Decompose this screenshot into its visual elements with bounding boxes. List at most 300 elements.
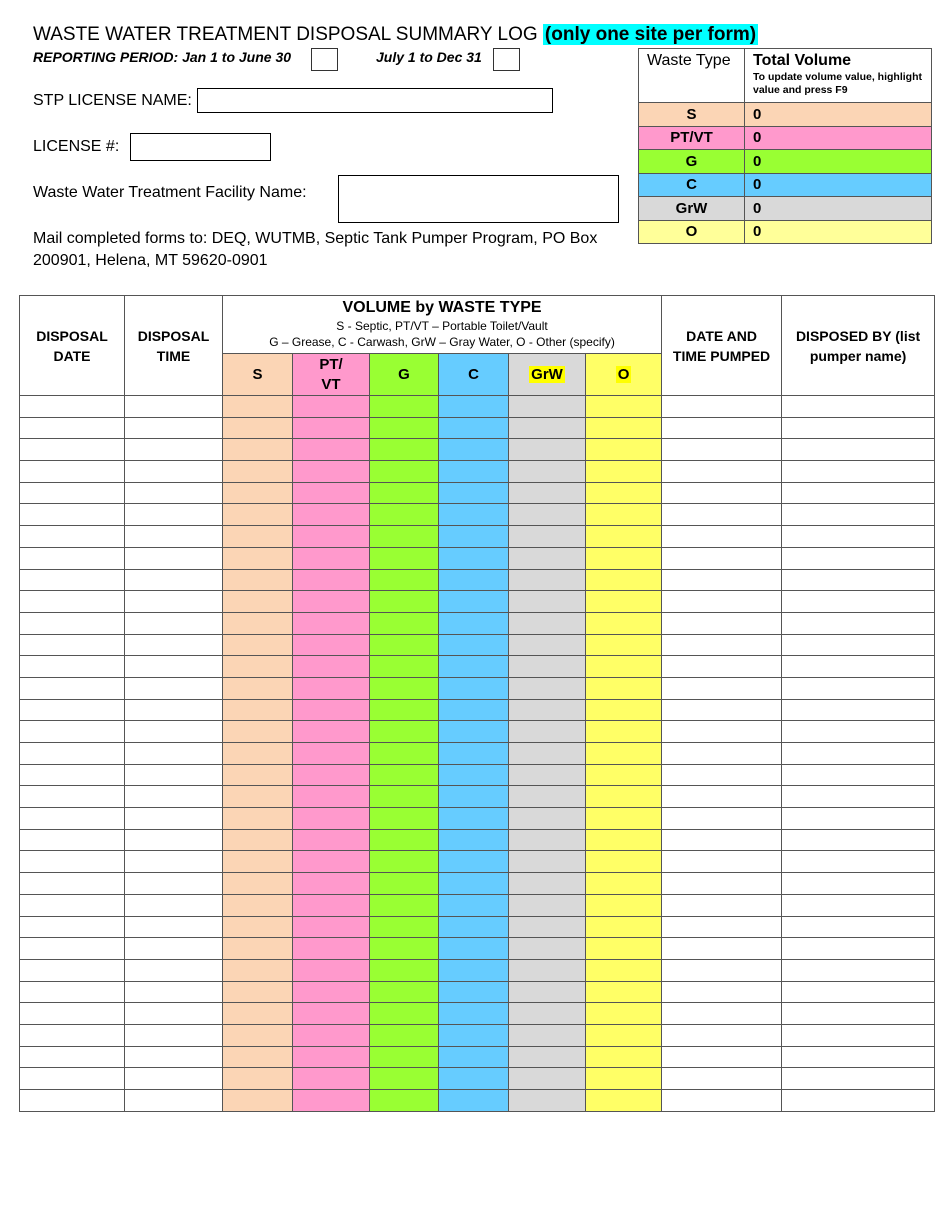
- cell-disposal-time[interactable]: [125, 461, 223, 483]
- cell-volume-c[interactable]: [439, 656, 509, 678]
- cell-volume-c[interactable]: [439, 743, 509, 765]
- cell-volume-g[interactable]: [370, 417, 439, 439]
- cell-volume-ptvt[interactable]: [293, 677, 370, 699]
- cell-volume-grw[interactable]: [509, 894, 586, 916]
- cell-volume-s[interactable]: [223, 743, 293, 765]
- cell-disposal-time[interactable]: [125, 482, 223, 504]
- cell-volume-c[interactable]: [439, 591, 509, 613]
- cell-disposal-time[interactable]: [125, 677, 223, 699]
- cell-date-time-pumped[interactable]: [662, 1068, 782, 1090]
- cell-volume-c[interactable]: [439, 547, 509, 569]
- cell-disposed-by[interactable]: [782, 612, 935, 634]
- cell-date-time-pumped[interactable]: [662, 677, 782, 699]
- cell-volume-c[interactable]: [439, 873, 509, 895]
- cell-volume-s[interactable]: [223, 417, 293, 439]
- cell-volume-grw[interactable]: [509, 612, 586, 634]
- cell-volume-ptvt[interactable]: [293, 569, 370, 591]
- cell-disposal-time[interactable]: [125, 569, 223, 591]
- cell-volume-g[interactable]: [370, 959, 439, 981]
- cell-volume-ptvt[interactable]: [293, 786, 370, 808]
- cell-volume-c[interactable]: [439, 894, 509, 916]
- cell-disposal-date[interactable]: [20, 677, 125, 699]
- cell-volume-ptvt[interactable]: [293, 1090, 370, 1112]
- cell-volume-g[interactable]: [370, 591, 439, 613]
- cell-disposed-by[interactable]: [782, 396, 935, 418]
- summary-value[interactable]: 0: [745, 173, 932, 197]
- summary-value[interactable]: 0: [745, 150, 932, 174]
- cell-volume-ptvt[interactable]: [293, 656, 370, 678]
- cell-disposed-by[interactable]: [782, 873, 935, 895]
- cell-disposed-by[interactable]: [782, 656, 935, 678]
- cell-disposal-date[interactable]: [20, 612, 125, 634]
- cell-disposal-date[interactable]: [20, 851, 125, 873]
- cell-volume-ptvt[interactable]: [293, 591, 370, 613]
- cell-date-time-pumped[interactable]: [662, 439, 782, 461]
- cell-disposed-by[interactable]: [782, 808, 935, 830]
- cell-volume-g[interactable]: [370, 808, 439, 830]
- facility-name-field[interactable]: [338, 175, 619, 223]
- cell-date-time-pumped[interactable]: [662, 829, 782, 851]
- cell-disposal-date[interactable]: [20, 916, 125, 938]
- cell-disposal-time[interactable]: [125, 504, 223, 526]
- cell-volume-ptvt[interactable]: [293, 699, 370, 721]
- cell-volume-s[interactable]: [223, 1068, 293, 1090]
- cell-volume-o[interactable]: [586, 439, 662, 461]
- cell-volume-ptvt[interactable]: [293, 547, 370, 569]
- cell-volume-s[interactable]: [223, 981, 293, 1003]
- cell-volume-o[interactable]: [586, 829, 662, 851]
- cell-volume-g[interactable]: [370, 1024, 439, 1046]
- cell-date-time-pumped[interactable]: [662, 569, 782, 591]
- cell-volume-s[interactable]: [223, 526, 293, 548]
- cell-volume-o[interactable]: [586, 1024, 662, 1046]
- cell-disposal-date[interactable]: [20, 526, 125, 548]
- cell-volume-c[interactable]: [439, 808, 509, 830]
- period-second-half-checkbox[interactable]: [493, 48, 520, 71]
- cell-date-time-pumped[interactable]: [662, 743, 782, 765]
- cell-volume-grw[interactable]: [509, 1003, 586, 1025]
- summary-value[interactable]: 0: [745, 126, 932, 150]
- cell-disposal-time[interactable]: [125, 1003, 223, 1025]
- cell-volume-o[interactable]: [586, 612, 662, 634]
- cell-volume-grw[interactable]: [509, 721, 586, 743]
- cell-disposal-time[interactable]: [125, 981, 223, 1003]
- cell-volume-c[interactable]: [439, 439, 509, 461]
- cell-disposed-by[interactable]: [782, 482, 935, 504]
- cell-volume-grw[interactable]: [509, 1068, 586, 1090]
- cell-volume-ptvt[interactable]: [293, 1068, 370, 1090]
- cell-volume-ptvt[interactable]: [293, 764, 370, 786]
- cell-volume-grw[interactable]: [509, 439, 586, 461]
- cell-disposal-time[interactable]: [125, 439, 223, 461]
- cell-volume-c[interactable]: [439, 959, 509, 981]
- cell-volume-grw[interactable]: [509, 504, 586, 526]
- cell-volume-o[interactable]: [586, 1003, 662, 1025]
- cell-volume-ptvt[interactable]: [293, 634, 370, 656]
- cell-disposal-date[interactable]: [20, 656, 125, 678]
- cell-disposal-date[interactable]: [20, 1024, 125, 1046]
- cell-volume-grw[interactable]: [509, 829, 586, 851]
- cell-volume-ptvt[interactable]: [293, 743, 370, 765]
- cell-disposal-time[interactable]: [125, 721, 223, 743]
- cell-volume-g[interactable]: [370, 547, 439, 569]
- cell-volume-grw[interactable]: [509, 916, 586, 938]
- cell-date-time-pumped[interactable]: [662, 786, 782, 808]
- cell-volume-ptvt[interactable]: [293, 396, 370, 418]
- cell-disposal-time[interactable]: [125, 851, 223, 873]
- cell-volume-c[interactable]: [439, 504, 509, 526]
- cell-date-time-pumped[interactable]: [662, 721, 782, 743]
- cell-volume-c[interactable]: [439, 829, 509, 851]
- cell-volume-grw[interactable]: [509, 677, 586, 699]
- cell-disposal-date[interactable]: [20, 547, 125, 569]
- cell-date-time-pumped[interactable]: [662, 1024, 782, 1046]
- cell-volume-g[interactable]: [370, 829, 439, 851]
- cell-volume-ptvt[interactable]: [293, 526, 370, 548]
- cell-volume-c[interactable]: [439, 981, 509, 1003]
- cell-disposal-time[interactable]: [125, 396, 223, 418]
- cell-volume-ptvt[interactable]: [293, 851, 370, 873]
- cell-disposal-date[interactable]: [20, 591, 125, 613]
- cell-disposed-by[interactable]: [782, 959, 935, 981]
- cell-disposal-date[interactable]: [20, 1068, 125, 1090]
- cell-volume-grw[interactable]: [509, 959, 586, 981]
- cell-volume-grw[interactable]: [509, 526, 586, 548]
- cell-disposed-by[interactable]: [782, 461, 935, 483]
- cell-volume-s[interactable]: [223, 1046, 293, 1068]
- cell-volume-o[interactable]: [586, 504, 662, 526]
- cell-disposal-time[interactable]: [125, 873, 223, 895]
- cell-date-time-pumped[interactable]: [662, 526, 782, 548]
- cell-disposal-time[interactable]: [125, 634, 223, 656]
- cell-disposal-date[interactable]: [20, 829, 125, 851]
- cell-volume-o[interactable]: [586, 677, 662, 699]
- cell-volume-c[interactable]: [439, 417, 509, 439]
- cell-volume-o[interactable]: [586, 1068, 662, 1090]
- cell-volume-o[interactable]: [586, 656, 662, 678]
- cell-volume-s[interactable]: [223, 786, 293, 808]
- cell-volume-c[interactable]: [439, 916, 509, 938]
- cell-disposal-time[interactable]: [125, 699, 223, 721]
- cell-volume-o[interactable]: [586, 764, 662, 786]
- cell-volume-g[interactable]: [370, 721, 439, 743]
- cell-volume-grw[interactable]: [509, 1046, 586, 1068]
- cell-disposed-by[interactable]: [782, 786, 935, 808]
- cell-volume-grw[interactable]: [509, 873, 586, 895]
- cell-volume-g[interactable]: [370, 1068, 439, 1090]
- cell-date-time-pumped[interactable]: [662, 591, 782, 613]
- cell-volume-s[interactable]: [223, 1003, 293, 1025]
- cell-volume-c[interactable]: [439, 634, 509, 656]
- cell-volume-s[interactable]: [223, 829, 293, 851]
- cell-volume-s[interactable]: [223, 721, 293, 743]
- cell-volume-g[interactable]: [370, 677, 439, 699]
- cell-volume-ptvt[interactable]: [293, 981, 370, 1003]
- cell-volume-ptvt[interactable]: [293, 894, 370, 916]
- cell-disposed-by[interactable]: [782, 981, 935, 1003]
- cell-volume-grw[interactable]: [509, 396, 586, 418]
- cell-disposed-by[interactable]: [782, 938, 935, 960]
- cell-volume-g[interactable]: [370, 634, 439, 656]
- cell-disposal-time[interactable]: [125, 764, 223, 786]
- cell-disposed-by[interactable]: [782, 569, 935, 591]
- cell-disposal-time[interactable]: [125, 612, 223, 634]
- cell-disposal-time[interactable]: [125, 1024, 223, 1046]
- cell-disposed-by[interactable]: [782, 916, 935, 938]
- cell-disposal-date[interactable]: [20, 894, 125, 916]
- cell-volume-s[interactable]: [223, 439, 293, 461]
- cell-volume-g[interactable]: [370, 916, 439, 938]
- cell-volume-s[interactable]: [223, 959, 293, 981]
- cell-disposed-by[interactable]: [782, 526, 935, 548]
- stp-license-name-field[interactable]: [197, 88, 553, 113]
- cell-volume-c[interactable]: [439, 1003, 509, 1025]
- cell-volume-ptvt[interactable]: [293, 829, 370, 851]
- cell-disposal-date[interactable]: [20, 461, 125, 483]
- cell-date-time-pumped[interactable]: [662, 612, 782, 634]
- cell-date-time-pumped[interactable]: [662, 396, 782, 418]
- cell-disposal-date[interactable]: [20, 786, 125, 808]
- cell-disposal-date[interactable]: [20, 1046, 125, 1068]
- cell-volume-s[interactable]: [223, 808, 293, 830]
- cell-disposed-by[interactable]: [782, 1046, 935, 1068]
- cell-volume-c[interactable]: [439, 482, 509, 504]
- cell-volume-g[interactable]: [370, 439, 439, 461]
- cell-volume-c[interactable]: [439, 612, 509, 634]
- cell-volume-grw[interactable]: [509, 547, 586, 569]
- cell-volume-ptvt[interactable]: [293, 1003, 370, 1025]
- cell-volume-s[interactable]: [223, 396, 293, 418]
- cell-volume-ptvt[interactable]: [293, 938, 370, 960]
- cell-volume-s[interactable]: [223, 699, 293, 721]
- cell-volume-ptvt[interactable]: [293, 461, 370, 483]
- cell-volume-s[interactable]: [223, 656, 293, 678]
- cell-date-time-pumped[interactable]: [662, 482, 782, 504]
- cell-date-time-pumped[interactable]: [662, 1090, 782, 1112]
- cell-disposal-date[interactable]: [20, 482, 125, 504]
- cell-disposal-date[interactable]: [20, 959, 125, 981]
- cell-volume-grw[interactable]: [509, 743, 586, 765]
- cell-disposed-by[interactable]: [782, 764, 935, 786]
- cell-volume-grw[interactable]: [509, 656, 586, 678]
- cell-disposal-time[interactable]: [125, 959, 223, 981]
- cell-volume-s[interactable]: [223, 1024, 293, 1046]
- cell-volume-s[interactable]: [223, 591, 293, 613]
- cell-volume-o[interactable]: [586, 851, 662, 873]
- cell-disposal-time[interactable]: [125, 1090, 223, 1112]
- cell-disposal-date[interactable]: [20, 396, 125, 418]
- cell-volume-grw[interactable]: [509, 764, 586, 786]
- cell-date-time-pumped[interactable]: [662, 504, 782, 526]
- cell-disposal-date[interactable]: [20, 1090, 125, 1112]
- cell-disposed-by[interactable]: [782, 634, 935, 656]
- cell-date-time-pumped[interactable]: [662, 699, 782, 721]
- cell-volume-c[interactable]: [439, 461, 509, 483]
- cell-volume-ptvt[interactable]: [293, 504, 370, 526]
- cell-disposed-by[interactable]: [782, 894, 935, 916]
- cell-disposal-date[interactable]: [20, 569, 125, 591]
- cell-disposal-time[interactable]: [125, 916, 223, 938]
- cell-disposed-by[interactable]: [782, 829, 935, 851]
- cell-volume-s[interactable]: [223, 851, 293, 873]
- cell-date-time-pumped[interactable]: [662, 634, 782, 656]
- cell-date-time-pumped[interactable]: [662, 417, 782, 439]
- cell-disposal-time[interactable]: [125, 938, 223, 960]
- cell-date-time-pumped[interactable]: [662, 959, 782, 981]
- cell-disposal-time[interactable]: [125, 894, 223, 916]
- cell-disposal-date[interactable]: [20, 439, 125, 461]
- cell-disposal-date[interactable]: [20, 721, 125, 743]
- cell-volume-o[interactable]: [586, 959, 662, 981]
- cell-disposed-by[interactable]: [782, 699, 935, 721]
- cell-volume-ptvt[interactable]: [293, 417, 370, 439]
- cell-volume-o[interactable]: [586, 721, 662, 743]
- cell-volume-o[interactable]: [586, 981, 662, 1003]
- cell-volume-g[interactable]: [370, 482, 439, 504]
- cell-volume-grw[interactable]: [509, 417, 586, 439]
- cell-volume-ptvt[interactable]: [293, 721, 370, 743]
- cell-disposal-date[interactable]: [20, 743, 125, 765]
- cell-volume-g[interactable]: [370, 786, 439, 808]
- cell-volume-grw[interactable]: [509, 808, 586, 830]
- cell-volume-grw[interactable]: [509, 1024, 586, 1046]
- cell-date-time-pumped[interactable]: [662, 981, 782, 1003]
- cell-date-time-pumped[interactable]: [662, 808, 782, 830]
- cell-disposal-date[interactable]: [20, 417, 125, 439]
- cell-volume-g[interactable]: [370, 743, 439, 765]
- cell-date-time-pumped[interactable]: [662, 873, 782, 895]
- cell-volume-g[interactable]: [370, 1046, 439, 1068]
- cell-volume-g[interactable]: [370, 981, 439, 1003]
- cell-disposed-by[interactable]: [782, 439, 935, 461]
- cell-volume-g[interactable]: [370, 851, 439, 873]
- cell-volume-g[interactable]: [370, 1090, 439, 1112]
- cell-volume-ptvt[interactable]: [293, 612, 370, 634]
- cell-volume-c[interactable]: [439, 851, 509, 873]
- cell-date-time-pumped[interactable]: [662, 764, 782, 786]
- cell-volume-o[interactable]: [586, 786, 662, 808]
- cell-volume-g[interactable]: [370, 526, 439, 548]
- cell-disposed-by[interactable]: [782, 1068, 935, 1090]
- license-number-field[interactable]: [130, 133, 271, 161]
- cell-date-time-pumped[interactable]: [662, 656, 782, 678]
- cell-volume-o[interactable]: [586, 591, 662, 613]
- cell-disposed-by[interactable]: [782, 591, 935, 613]
- cell-disposal-date[interactable]: [20, 504, 125, 526]
- cell-disposed-by[interactable]: [782, 1003, 935, 1025]
- cell-volume-grw[interactable]: [509, 786, 586, 808]
- cell-volume-c[interactable]: [439, 1046, 509, 1068]
- cell-volume-ptvt[interactable]: [293, 873, 370, 895]
- cell-disposal-date[interactable]: [20, 634, 125, 656]
- cell-volume-o[interactable]: [586, 526, 662, 548]
- cell-volume-grw[interactable]: [509, 851, 586, 873]
- cell-volume-grw[interactable]: [509, 938, 586, 960]
- cell-volume-ptvt[interactable]: [293, 808, 370, 830]
- cell-disposal-time[interactable]: [125, 743, 223, 765]
- cell-disposal-date[interactable]: [20, 1003, 125, 1025]
- cell-volume-grw[interactable]: [509, 699, 586, 721]
- cell-date-time-pumped[interactable]: [662, 851, 782, 873]
- cell-disposal-date[interactable]: [20, 699, 125, 721]
- cell-disposal-time[interactable]: [125, 786, 223, 808]
- summary-value[interactable]: 0: [745, 197, 932, 221]
- cell-volume-ptvt[interactable]: [293, 1024, 370, 1046]
- cell-disposed-by[interactable]: [782, 547, 935, 569]
- cell-volume-g[interactable]: [370, 764, 439, 786]
- cell-volume-g[interactable]: [370, 873, 439, 895]
- cell-volume-o[interactable]: [586, 1090, 662, 1112]
- summary-value[interactable]: 0: [745, 220, 932, 244]
- cell-volume-c[interactable]: [439, 699, 509, 721]
- cell-disposal-time[interactable]: [125, 591, 223, 613]
- cell-volume-o[interactable]: [586, 1046, 662, 1068]
- cell-volume-o[interactable]: [586, 894, 662, 916]
- cell-volume-o[interactable]: [586, 547, 662, 569]
- cell-disposal-time[interactable]: [125, 547, 223, 569]
- cell-volume-s[interactable]: [223, 547, 293, 569]
- cell-volume-c[interactable]: [439, 1068, 509, 1090]
- cell-disposed-by[interactable]: [782, 417, 935, 439]
- cell-date-time-pumped[interactable]: [662, 938, 782, 960]
- cell-volume-g[interactable]: [370, 461, 439, 483]
- cell-disposal-date[interactable]: [20, 938, 125, 960]
- period-first-half-checkbox[interactable]: [311, 48, 338, 71]
- cell-volume-c[interactable]: [439, 721, 509, 743]
- cell-volume-s[interactable]: [223, 612, 293, 634]
- cell-disposed-by[interactable]: [782, 504, 935, 526]
- cell-date-time-pumped[interactable]: [662, 1046, 782, 1068]
- cell-volume-grw[interactable]: [509, 461, 586, 483]
- cell-date-time-pumped[interactable]: [662, 547, 782, 569]
- cell-volume-ptvt[interactable]: [293, 916, 370, 938]
- cell-volume-s[interactable]: [223, 873, 293, 895]
- cell-volume-s[interactable]: [223, 938, 293, 960]
- cell-volume-o[interactable]: [586, 743, 662, 765]
- cell-volume-g[interactable]: [370, 1003, 439, 1025]
- cell-date-time-pumped[interactable]: [662, 916, 782, 938]
- cell-volume-c[interactable]: [439, 1024, 509, 1046]
- cell-volume-s[interactable]: [223, 764, 293, 786]
- cell-disposed-by[interactable]: [782, 1090, 935, 1112]
- cell-volume-c[interactable]: [439, 764, 509, 786]
- cell-volume-c[interactable]: [439, 569, 509, 591]
- cell-volume-ptvt[interactable]: [293, 1046, 370, 1068]
- cell-volume-ptvt[interactable]: [293, 482, 370, 504]
- cell-volume-g[interactable]: [370, 612, 439, 634]
- cell-disposed-by[interactable]: [782, 743, 935, 765]
- cell-volume-grw[interactable]: [509, 482, 586, 504]
- cell-volume-ptvt[interactable]: [293, 439, 370, 461]
- cell-disposal-date[interactable]: [20, 873, 125, 895]
- cell-volume-c[interactable]: [439, 938, 509, 960]
- cell-volume-o[interactable]: [586, 916, 662, 938]
- cell-volume-o[interactable]: [586, 482, 662, 504]
- cell-volume-s[interactable]: [223, 634, 293, 656]
- cell-volume-o[interactable]: [586, 569, 662, 591]
- cell-volume-g[interactable]: [370, 396, 439, 418]
- cell-disposal-date[interactable]: [20, 764, 125, 786]
- cell-volume-g[interactable]: [370, 504, 439, 526]
- cell-volume-g[interactable]: [370, 569, 439, 591]
- cell-date-time-pumped[interactable]: [662, 461, 782, 483]
- cell-volume-o[interactable]: [586, 873, 662, 895]
- cell-volume-s[interactable]: [223, 461, 293, 483]
- cell-date-time-pumped[interactable]: [662, 894, 782, 916]
- cell-volume-s[interactable]: [223, 482, 293, 504]
- cell-disposal-time[interactable]: [125, 526, 223, 548]
- cell-volume-s[interactable]: [223, 677, 293, 699]
